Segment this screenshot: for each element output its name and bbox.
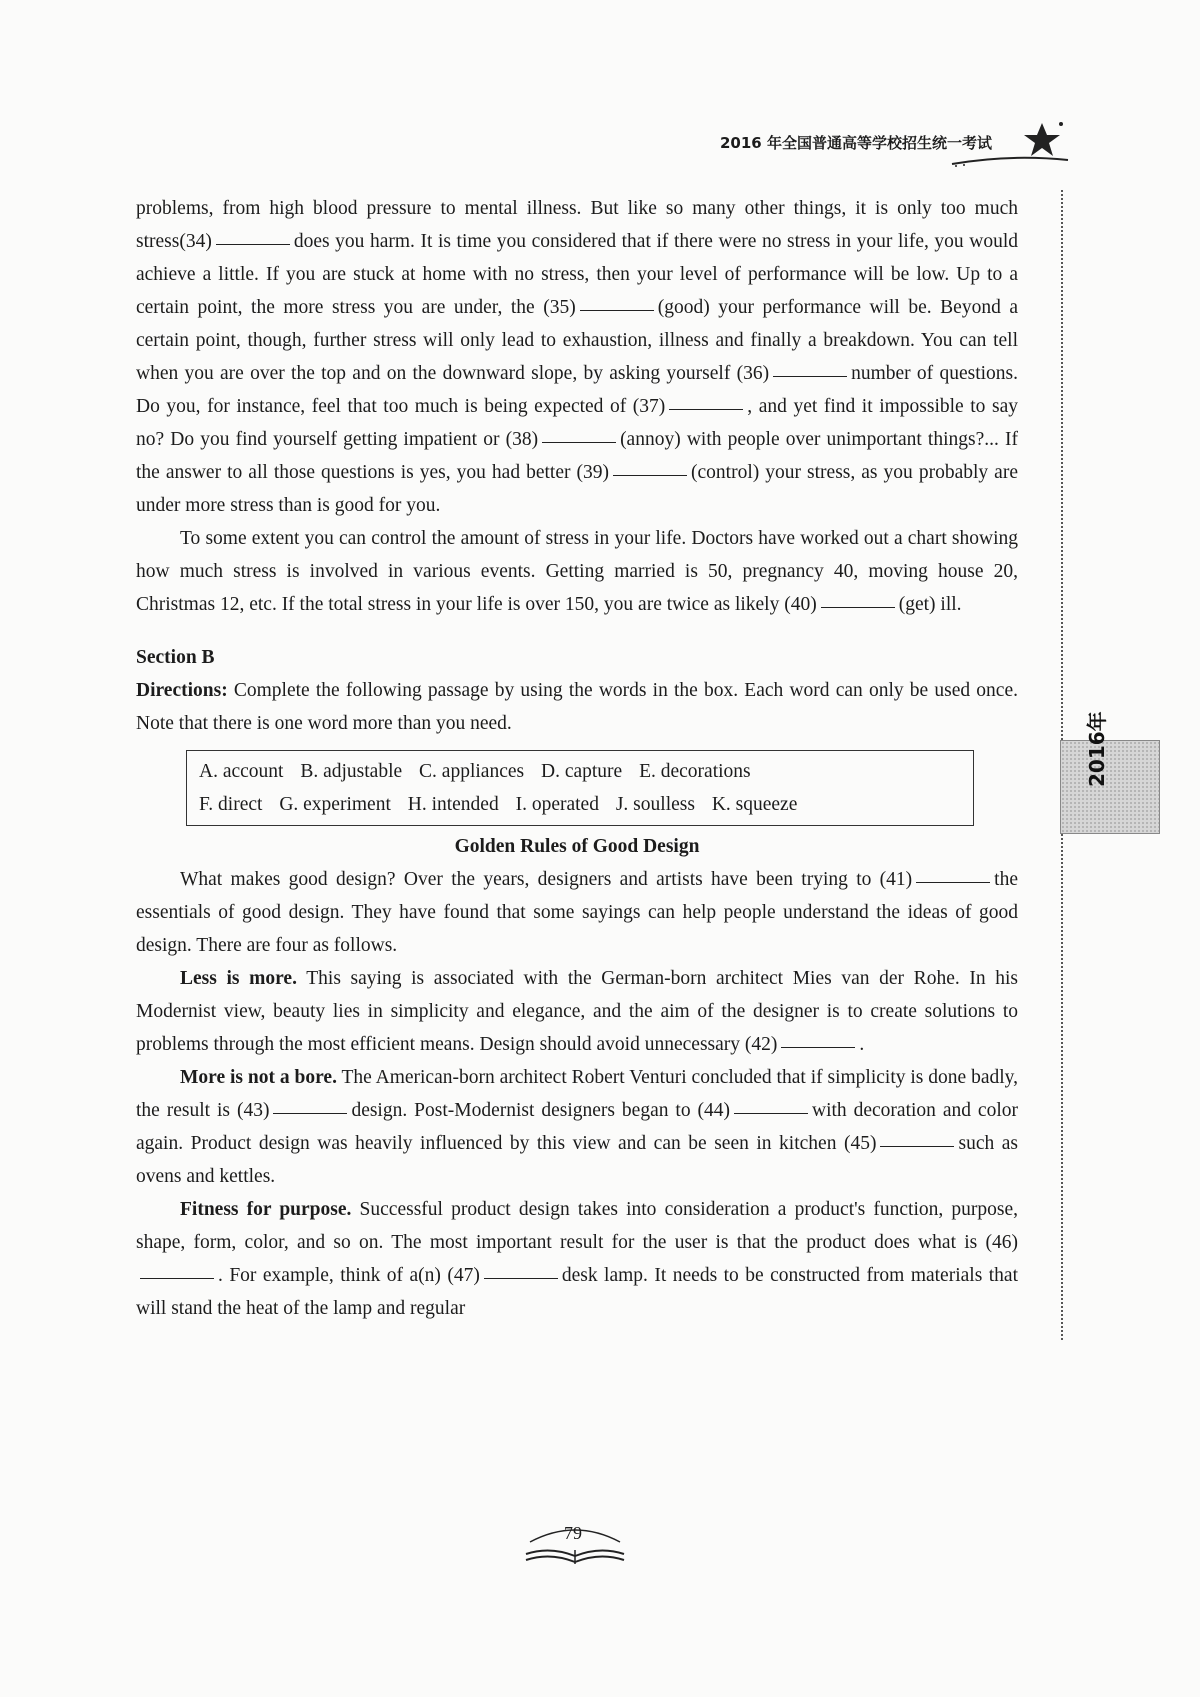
- answer-blank: [273, 1113, 347, 1114]
- answer-blank: [821, 607, 895, 608]
- paragraph: [136, 1193, 1018, 1325]
- answer-blank: [580, 310, 654, 311]
- word-option: A. account: [199, 761, 284, 782]
- page-number-ornament: [520, 1520, 630, 1570]
- passage-text: the essentials of good design. They have found that some sayings can help people understand the ideas of good design. There are four as follows.: [136, 869, 1018, 956]
- passage-text: desk lamp. It needs to be constructed from materials that will stand the heat of the lamp and regular: [136, 1265, 1018, 1319]
- paragraph: [136, 1061, 1018, 1193]
- word-option: B. adjustable: [300, 761, 403, 782]
- year-side-tab: [1060, 711, 1160, 834]
- passage-text: To some extent you can control the amount of stress in your life. Doctors have worked out a chart showing how much stress is involved in various events. Getting married is 50, pregnancy 40, moving house 20, Christmas 12, etc. If the total stress in your life is over 150, you are twice as likely (40): [136, 528, 1018, 615]
- passage-text: does you harm. It is time you considered that if there were no stress in your life, you would achieve a little. If you are stuck at home with no stress, then your level of performance will be low. Up to a certain point, the more stress you are under, the (35): [136, 231, 1018, 318]
- passage-text: with decoration and color again. Product design was heavily influenced by this view and can be seen in kitchen (45): [136, 1100, 1018, 1154]
- paragraph: [136, 863, 1018, 962]
- word-option: E. decorations: [639, 761, 751, 782]
- passage-text: number of questions. Do you, for instance, feel that too much is being expected of (37): [136, 363, 1018, 417]
- rule-heading: Less is more.: [180, 968, 297, 989]
- passage-text: This saying is associated with the German-born architect Mies van der Rohe. In his Modernist view, beauty lies in simplicity and elegance, and the aim of the designer is to create solutions to problems through the most efficient means. Design should avoid unnecessary (42): [136, 968, 1018, 1055]
- passage-text: .: [859, 1034, 865, 1055]
- passage-text: (control) your stress, as you probably are under more stress than is good for you.: [136, 462, 1018, 516]
- answer-blank: [734, 1113, 808, 1114]
- word-box-row: [199, 788, 961, 821]
- passage-text: The American-born architect Robert Venturi concluded that if simplicity is done badly, the result is (43): [136, 1067, 1019, 1121]
- word-option: J. soulless: [615, 794, 695, 815]
- word-option: G. experiment: [279, 794, 391, 815]
- word-option: F. direct: [199, 794, 263, 815]
- page-content: [136, 192, 1018, 1325]
- passage-text: (good) your performance will be. Beyond a certain point, though, further stress will only lead to exhaustion, illness and finally a breakdown. You can tell when you are over the top and on the downward slope, by asking yourself (36): [136, 297, 1018, 384]
- passage-title: Golden Rules of Good Design: [454, 836, 700, 857]
- page-number: 79: [564, 1523, 582, 1543]
- section-b-title: Section B: [136, 647, 215, 668]
- passage-b: [136, 863, 1018, 1325]
- passage-text: (annoy) with people over unimportant things?... If the answer to all those questions is yes, you had better (39): [136, 429, 1018, 483]
- answer-blank: [542, 442, 616, 443]
- word-box: [186, 750, 974, 826]
- passage-text: . For example, think of a(n) (47): [218, 1265, 480, 1286]
- answer-blank: [484, 1278, 558, 1279]
- answer-blank: [916, 882, 990, 883]
- header-swoosh: [950, 154, 1070, 168]
- passage-text: such as ovens and kettles.: [136, 1133, 1018, 1187]
- passage-text: Successful product design takes into consideration a product's function, purpose, shape, form, color, and so on. The most important result for the user is that the product does what is (46): [136, 1199, 1019, 1253]
- answer-blank: [880, 1146, 954, 1147]
- year-tab-label: 2016年: [1085, 711, 1109, 787]
- paragraph: [136, 522, 1018, 621]
- paragraph: [136, 192, 1018, 522]
- word-option: I. operated: [515, 794, 599, 815]
- directions-label: Directions:: [136, 680, 228, 701]
- answer-blank: [781, 1047, 855, 1048]
- word-option: D. capture: [540, 761, 623, 782]
- passage-text: , and yet find it impossible to say no? Do you find yourself getting impatient or (38): [136, 396, 1018, 450]
- passage-a: [136, 192, 1018, 621]
- rule-heading: Fitness for purpose.: [180, 1199, 352, 1220]
- answer-blank: [140, 1278, 214, 1279]
- answer-blank: [613, 475, 687, 476]
- passage-text: (get) ill.: [898, 594, 962, 615]
- directions-text: Complete the following passage by using the words in the box. Each word can only be used once. Note that there is one word more than you need.: [136, 680, 1018, 734]
- rule-heading: More is not a bore.: [180, 1067, 337, 1088]
- passage-text: design. Post-Modernist designers began to (44): [351, 1100, 731, 1121]
- answer-blank: [216, 244, 290, 245]
- exam-title: 2016 年全国普通高等学校招生统一考试: [720, 134, 992, 152]
- answer-blank: [669, 409, 743, 410]
- passage-text: problems, from high blood pressure to mental illness. But like so many other things, it is only too much stress(34): [136, 198, 1018, 252]
- page-header: [720, 126, 1060, 166]
- word-option: K. squeeze: [711, 794, 798, 815]
- word-box-row: [199, 755, 961, 788]
- word-option: H. intended: [407, 794, 499, 815]
- word-option: C. appliances: [419, 761, 525, 782]
- paragraph: [136, 962, 1018, 1061]
- directions: [136, 674, 1018, 740]
- passage-text: What makes good design? Over the years, designers and artists have been trying to (41): [180, 869, 913, 890]
- answer-blank: [773, 376, 847, 377]
